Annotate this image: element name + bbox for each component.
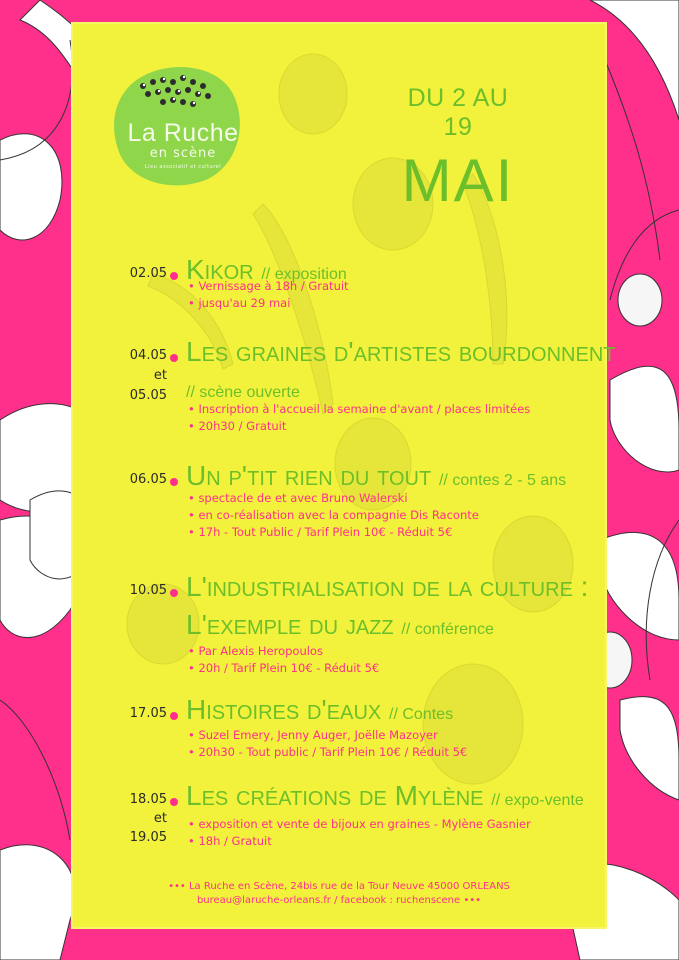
logo-subtitle: en scène <box>149 146 217 161</box>
event-title: Histoires d'eaux // Contes <box>186 694 454 725</box>
event-detail: • 17h - Tout Public / Tarif Plein 10€ - Réduit 5€ <box>188 525 453 539</box>
event-detail: • Par Alexis Heropoulos <box>188 644 323 658</box>
bullet-dot-icon <box>170 272 178 280</box>
event-title-line2: L'exemple du jazz // conférence <box>186 609 494 640</box>
event-date: 18.05 <box>129 792 167 807</box>
event-detail: • en co-réalisation avec la compagnie Dis Raconte <box>188 508 479 522</box>
event-kind: // contes 2 - 5 ans <box>438 472 567 489</box>
bullet-dot-icon <box>170 589 178 597</box>
event-detail: • Suzel Emery, Jenny Auger, Joëlle Mazoyer <box>188 728 438 742</box>
event-date-joiner: et <box>153 811 167 826</box>
event-title: L'industrialisation de la culture : <box>186 571 589 602</box>
event-date: 17.05 <box>129 706 167 721</box>
event-detail: • 20h / Tarif Plein 10€ - Réduit 5€ <box>188 661 380 675</box>
event-title: Les graines d'artistes bourdonnent <box>186 336 616 367</box>
event-date: 02.05 <box>129 266 167 281</box>
date-range: DU 2 AU 19 <box>407 84 509 141</box>
event-kind: // Contes <box>389 706 454 723</box>
event-date-joiner: et <box>153 368 167 383</box>
footer-contact: bureau@laruche-orleans.fr / facebook : ruchenscene ••• <box>196 895 482 906</box>
bullet-dot-icon <box>170 354 178 362</box>
event-date: 04.05 <box>129 348 167 363</box>
bullet-dot-icon <box>170 798 178 806</box>
event-detail: • 18h / Gratuit <box>188 834 272 848</box>
event-detail: • jusqu'au 29 mai <box>188 296 291 310</box>
month-title: MAI <box>401 147 515 214</box>
event-detail: • 20h30 - Tout public / Tarif Plein 10€ / Réduit 5€ <box>188 745 468 759</box>
event-date-end: 19.05 <box>129 830 167 845</box>
event-detail: • 20h30 / Gratuit <box>188 419 287 433</box>
event-detail: • spectacle de et avec Bruno Walerski <box>188 491 408 505</box>
poster-panel <box>73 24 616 927</box>
event-kind: // scène ouverte <box>186 384 300 401</box>
la-ruche-logo <box>113 64 243 186</box>
event-detail: • exposition et vente de bijoux en graines - Mylène Gasnier <box>188 817 531 831</box>
event-title: Un p'tit rien du tout // contes 2 - 5 ans <box>186 460 567 491</box>
event-kind: // expo-vente <box>491 792 584 809</box>
event-date-end: 05.05 <box>129 388 167 403</box>
logo-name: La Ruche <box>127 119 239 147</box>
event-title: Kikor // exposition <box>186 254 347 285</box>
event-date: 10.05 <box>129 583 167 598</box>
event-detail: • Inscription à l'accueil la semaine d'avant / places limitées <box>188 402 531 416</box>
footer-address: ••• La Ruche en Scène, 24bis rue de la Tour Neuve 45000 ORLEANS <box>168 881 510 892</box>
event-title: Les créations de Mylène // expo-vente <box>186 780 584 811</box>
bullet-dot-icon <box>170 712 178 720</box>
bullet-dot-icon <box>170 478 178 486</box>
event-detail: • Vernissage à 18h / Gratuit <box>188 279 349 293</box>
event-kind: // conférence <box>401 621 494 638</box>
event-date: 06.05 <box>129 472 167 487</box>
event-kind: // exposition <box>261 266 347 283</box>
logo-tagline: Lieu associatif et culturel <box>144 164 222 170</box>
